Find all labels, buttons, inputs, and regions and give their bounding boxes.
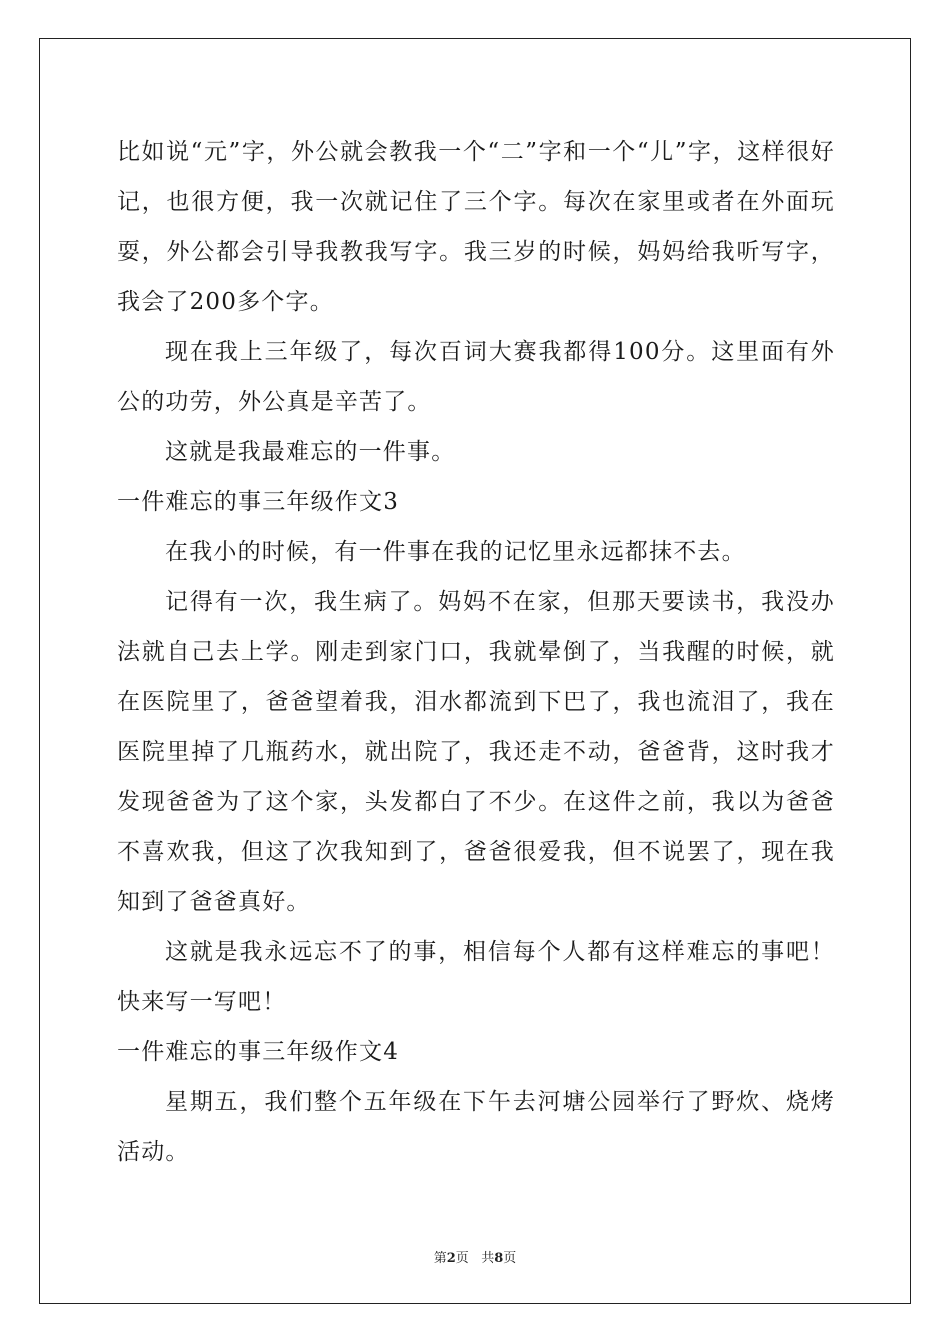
- footer-total-unit: 页: [503, 1251, 517, 1266]
- document-body: [117, 127, 835, 1177]
- page-footer: [0, 1247, 950, 1266]
- footer-prefix: 第: [433, 1251, 447, 1266]
- essay-heading: 一件难忘的事三年级作文3: [117, 489, 400, 515]
- current-page-number: 2: [446, 1251, 456, 1266]
- paragraph: 这就是我永远忘不了的事，相信每个人都有这样难忘的事吧！快来写一写吧！: [117, 939, 835, 1015]
- paragraph: 这就是我最难忘的一件事。: [165, 439, 456, 465]
- total-page-number: 8: [494, 1251, 504, 1266]
- footer-total-prefix: 共: [481, 1251, 495, 1266]
- paragraph: 在我小的时候，有一件事在我的记忆里永远都抹不去。: [165, 539, 746, 565]
- footer-page-unit: 页: [455, 1251, 469, 1266]
- paragraph: 现在我上三年级了，每次百词大赛我都得100分。这里面有外公的功劳，外公真是辛苦了。: [117, 339, 835, 415]
- paragraph: 星期五，我们整个五年级在下午去河塘公园举行了野炊、烧烤活动。: [117, 1089, 835, 1165]
- paragraph: 记得有一次，我生病了。妈妈不在家，但那天要读书，我没办法就自己去上学。刚走到家门口，我就晕倒了，当我醒的时候，就在医院里了，爸爸望着我，泪水都流到下巴了，我也流泪了，我在医院里掉了几瓶药水，就出院了，我还走不动，爸爸背，这时我才发现爸爸为了这个家，头发都白了不少。在这件之前，我以为爸爸不喜欢我，但这了次我知到了，爸爸很爱我，但不说罢了，现在我知到了爸爸真好。: [117, 589, 835, 915]
- essay-heading: 一件难忘的事三年级作文4: [117, 1039, 400, 1065]
- paragraph: 比如说“元”字，外公就会教我一个“二”字和一个“儿”字，这样很好记，也很方便，我一次就记住了三个字。每次在家里或者在外面玩耍，外公都会引导我教我写字。我三岁的时候，妈妈给我听写字，我会了200多个字。: [117, 139, 835, 315]
